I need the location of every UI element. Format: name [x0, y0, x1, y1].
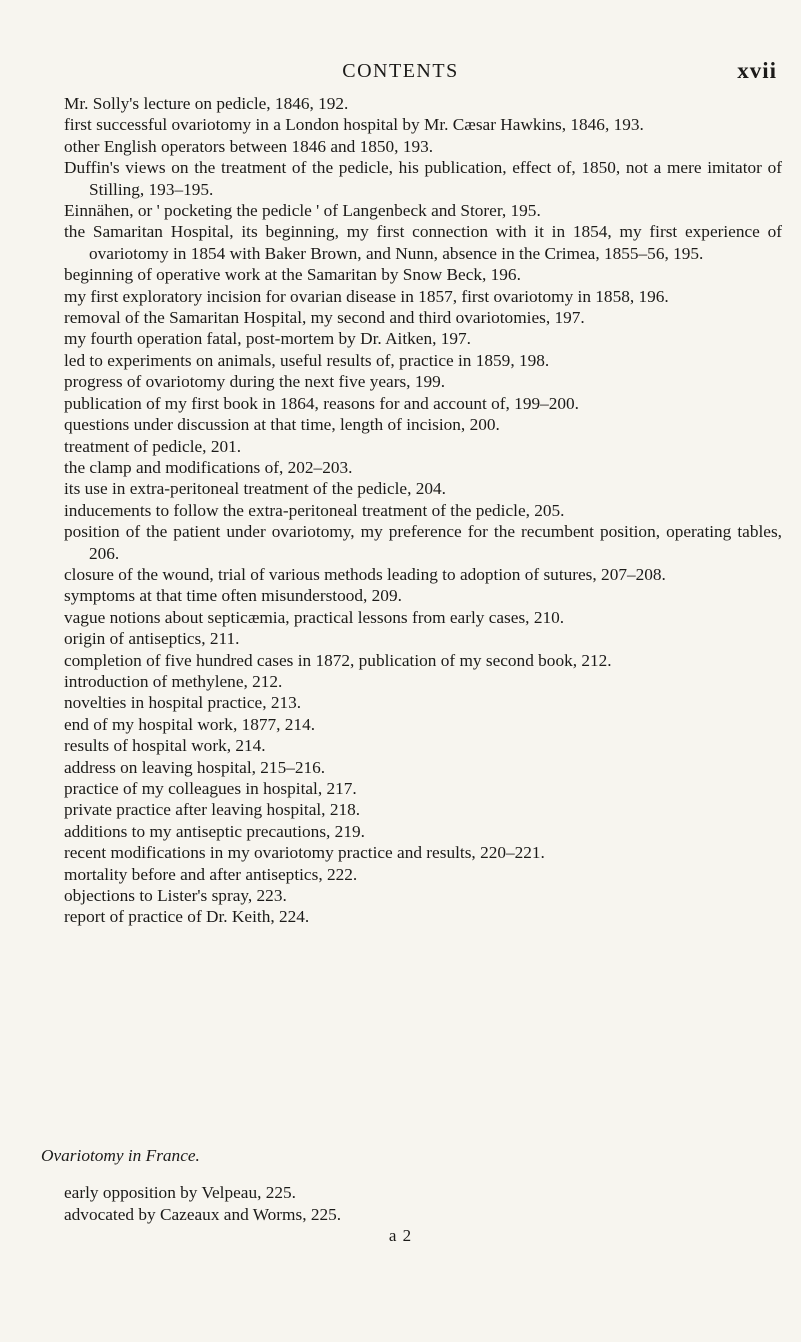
contents-entry: other English operators between 1846 and 1850, 193.	[64, 136, 434, 156]
section-entry-list	[64, 1182, 782, 1225]
contents-entry: symptoms at that time often misunderstood, 209.	[64, 586, 402, 606]
contents-entry: my fourth operation fatal, post-mortem by Dr. Aitken, 197.	[64, 329, 471, 349]
contents-entry: questions under discussion at that time, length of incision, 200.	[64, 415, 500, 435]
contents-entry-list	[64, 93, 782, 928]
contents-entry: closure of the wound, trial of various methods leading to adoption of sutures, 207–208.	[64, 564, 666, 584]
contents-entry: position of the patient under ovariotomy, my preference for the recumbent position, operating tables, 206.	[64, 522, 782, 563]
contents-entry: the Samaritan Hospital, its beginning, my first connection with it in 1854, my first experience of ovariotomy in 1854 with Baker Brown, and Nunn, absence in the Crimea, 1855–56, 195.	[64, 222, 782, 263]
section-heading: Ovariotomy in France.	[41, 1146, 200, 1165]
contents-entry: led to experiments on animals, useful results of, practice in 1859, 198.	[64, 350, 550, 370]
contents-entry: Duffin's views on the treatment of the pedicle, his publication, effect of, 1850, not a mere imitator of Stilling, 193–195.	[64, 158, 782, 199]
contents-entry: additions to my antiseptic precautions, 219.	[64, 821, 365, 841]
running-head: CONTENTS	[342, 60, 459, 82]
contents-entry: completion of five hundred cases in 1872, publication of my second book, 212.	[64, 650, 612, 670]
contents-entry: treatment of pedicle, 201.	[64, 436, 242, 456]
section-entry: advocated by Cazeaux and Worms, 225.	[64, 1204, 342, 1224]
contents-entry: first successful ovariotomy in a London hospital by Mr. Cæsar Hawkins, 1846, 193.	[64, 115, 644, 135]
contents-entry: inducements to follow the extra-peritoneal treatment of the pedicle, 205.	[64, 500, 565, 520]
contents-entry: progress of ovariotomy during the next five years, 199.	[64, 372, 446, 392]
contents-entry: beginning of operative work at the Samaritan by Snow Beck, 196.	[64, 265, 521, 285]
contents-entry: report of practice of Dr. Keith, 224.	[64, 907, 310, 927]
contents-entry: novelties in hospital practice, 213.	[64, 693, 302, 713]
page-number: xvii	[737, 58, 777, 83]
contents-entry: private practice after leaving hospital, 218.	[64, 800, 361, 820]
contents-entry: practice of my colleagues in hospital, 217.	[64, 779, 357, 798]
contents-entry: the clamp and modifications of, 202–203.	[64, 457, 353, 477]
contents-entry: introduction of methylene, 212.	[64, 671, 283, 691]
contents-entry: origin of antiseptics, 211.	[64, 629, 240, 649]
signature-mark: a 2	[388, 1226, 413, 1245]
contents-entry: Mr. Solly's lecture on pedicle, 1846, 192.	[64, 94, 349, 113]
contents-entry: removal of the Samaritan Hospital, my second and third ovariotomies, 197.	[64, 308, 585, 328]
contents-entry: vague notions about septicæmia, practical lessons from early cases, 210.	[64, 607, 565, 627]
contents-entry: recent modifications in my ovariotomy practice and results, 220–221.	[64, 843, 545, 863]
contents-entry: my first exploratory incision for ovarian disease in 1857, first ovariotomy in 1858, 196.	[64, 286, 669, 306]
contents-entry: mortality before and after antiseptics, 222.	[64, 864, 358, 884]
contents-entry: results of hospital work, 214.	[64, 736, 266, 756]
contents-entry: end of my hospital work, 1877, 214.	[64, 714, 316, 734]
contents-entry: address on leaving hospital, 215–216.	[64, 757, 326, 777]
section-entry: early opposition by Velpeau, 225.	[64, 1183, 296, 1202]
contents-entry: its use in extra-peritoneal treatment of the pedicle, 204.	[64, 479, 446, 499]
contents-entry: objections to Lister's spray, 223.	[64, 886, 287, 906]
page-header	[0, 56, 801, 86]
contents-entry: publication of my first book in 1864, reasons for and account of, 199–200.	[64, 393, 579, 413]
contents-entry: Einnähen, or ' pocketing the pedicle ' of Langenbeck and Storer, 195.	[64, 201, 541, 221]
